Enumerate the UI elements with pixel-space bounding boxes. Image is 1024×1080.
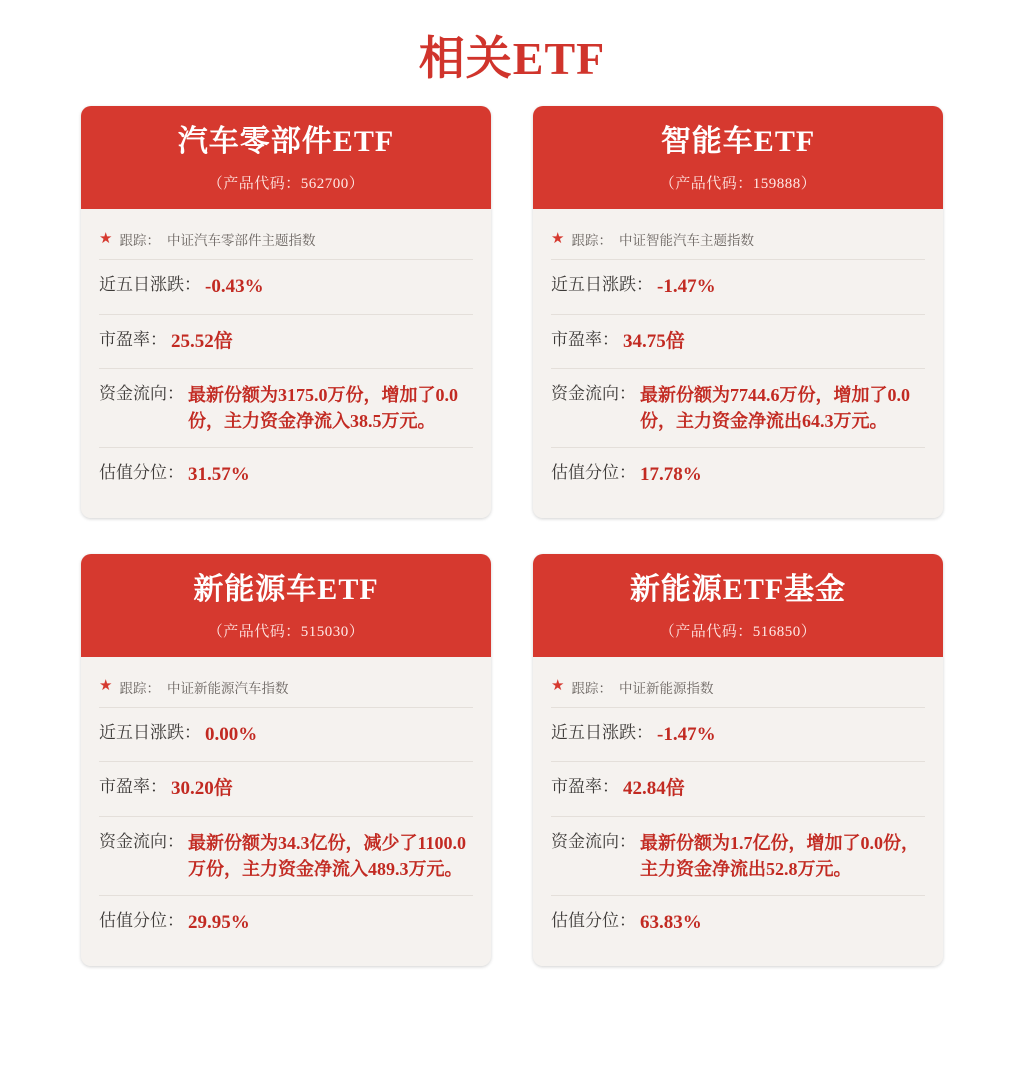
fund-flow-label: 资金流向： <box>99 831 184 851</box>
five-day-change-label: 近五日涨跌： <box>99 722 201 742</box>
etf-card-grid <box>0 98 1024 966</box>
etf-fund-flow-row <box>99 369 473 448</box>
fund-flow-value: 最新份额为3175.0万份，增加了0.0份，主力资金净流入38.5万元。 <box>188 385 458 432</box>
etf-five-day-change-row <box>551 708 925 763</box>
etf-card-body <box>533 657 943 966</box>
valuation-percentile-label: 估值分位： <box>551 911 636 931</box>
etf-card[interactable] <box>81 554 491 966</box>
etf-track-label: 跟踪： <box>571 680 612 696</box>
etf-valuation-percentile-row <box>99 896 473 950</box>
five-day-change-value: -1.47% <box>657 276 716 297</box>
etf-card-header <box>81 106 491 209</box>
etf-pe-ratio-row <box>99 762 473 817</box>
etf-track-value: 中证新能源汽车指数 <box>166 680 289 696</box>
valuation-percentile-value: 17.78% <box>640 464 702 486</box>
etf-name: 新能源车ETF <box>193 572 379 606</box>
fund-flow-label: 资金流向： <box>551 831 636 851</box>
page-title: 相关ETF <box>418 33 606 84</box>
etf-product-code: （产品代码：515030） <box>207 623 365 640</box>
star-icon: ★ <box>551 230 565 247</box>
star-icon: ★ <box>99 678 113 695</box>
star-icon: ★ <box>551 678 565 695</box>
pe-ratio-label: 市盈率： <box>551 329 619 349</box>
etf-card-header <box>533 554 943 657</box>
five-day-change-value: -1.47% <box>657 723 716 745</box>
etf-fund-flow-row <box>551 817 925 896</box>
etf-card-header <box>81 554 491 657</box>
pe-ratio-value: 30.20倍 <box>171 778 233 800</box>
etf-track-label: 跟踪： <box>119 680 160 696</box>
fund-flow-value: 最新份额为1.7亿份，增加了0.0份，主力资金净流出52.8万元。 <box>640 832 919 880</box>
pe-ratio-value: 34.75倍 <box>623 330 685 352</box>
etf-valuation-percentile-row <box>551 896 925 950</box>
five-day-change-label: 近五日涨跌： <box>99 275 201 294</box>
etf-five-day-change-row <box>99 708 473 763</box>
valuation-percentile-label: 估值分位： <box>551 463 636 483</box>
star-icon: ★ <box>99 230 113 247</box>
etf-track-value: 中证汽车零部件主题指数 <box>166 233 316 248</box>
etf-product-code: （产品代码：562700） <box>207 176 365 192</box>
etf-pe-ratio-row <box>99 315 473 370</box>
pe-ratio-label: 市盈率： <box>99 777 167 797</box>
etf-product-code: （产品代码：159888） <box>659 176 817 192</box>
etf-track-value: 中证新能源指数 <box>618 680 714 696</box>
etf-card[interactable] <box>533 106 943 518</box>
etf-card-header <box>533 106 943 209</box>
etf-card[interactable] <box>81 106 491 518</box>
valuation-percentile-value: 29.95% <box>188 912 250 934</box>
etf-product-code: （产品代码：516850） <box>659 623 817 640</box>
fund-flow-label: 资金流向： <box>551 384 636 404</box>
valuation-percentile-value: 63.83% <box>640 912 702 934</box>
valuation-percentile-label: 估值分位： <box>99 911 184 931</box>
five-day-change-label: 近五日涨跌： <box>551 275 653 294</box>
etf-five-day-change-row <box>551 260 925 315</box>
etf-name: 汽车零部件ETF <box>177 125 395 158</box>
valuation-percentile-value: 31.57% <box>188 464 250 486</box>
etf-card-body <box>533 209 943 518</box>
five-day-change-label: 近五日涨跌： <box>551 722 653 742</box>
etf-track-value: 中证智能汽车主题指数 <box>618 233 754 248</box>
etf-fund-flow-row <box>99 817 473 896</box>
etf-name: 新能源ETF基金 <box>629 572 847 606</box>
pe-ratio-label: 市盈率： <box>551 777 619 797</box>
etf-track-row <box>99 671 473 708</box>
etf-card[interactable] <box>533 554 943 966</box>
etf-track-row <box>99 223 473 260</box>
valuation-percentile-label: 估值分位： <box>99 463 184 483</box>
pe-ratio-label: 市盈率： <box>99 329 167 349</box>
etf-pe-ratio-row <box>551 315 925 370</box>
etf-fund-flow-row <box>551 369 925 448</box>
five-day-change-value: -0.43% <box>205 276 264 297</box>
etf-name: 智能车ETF <box>660 125 816 158</box>
etf-track-row <box>551 223 925 260</box>
etf-track-label: 跟踪： <box>571 233 612 248</box>
etf-pe-ratio-row <box>551 762 925 817</box>
etf-track-label: 跟踪： <box>119 233 160 248</box>
fund-flow-value: 最新份额为7744.6万份，增加了0.0份，主力资金净流出64.3万元。 <box>640 385 910 432</box>
etf-track-row <box>551 671 925 708</box>
etf-valuation-percentile-row <box>551 448 925 502</box>
pe-ratio-value: 42.84倍 <box>623 778 685 800</box>
five-day-change-value: 0.00% <box>205 723 258 745</box>
pe-ratio-value: 25.52倍 <box>171 330 233 352</box>
etf-valuation-percentile-row <box>99 448 473 502</box>
etf-card-body <box>81 657 491 966</box>
etf-five-day-change-row <box>99 260 473 315</box>
fund-flow-value: 最新份额为34.3亿份，减少了1100.0万份，主力资金净流入489.3万元。 <box>188 832 467 880</box>
fund-flow-label: 资金流向： <box>99 384 184 404</box>
etf-card-body <box>81 209 491 518</box>
